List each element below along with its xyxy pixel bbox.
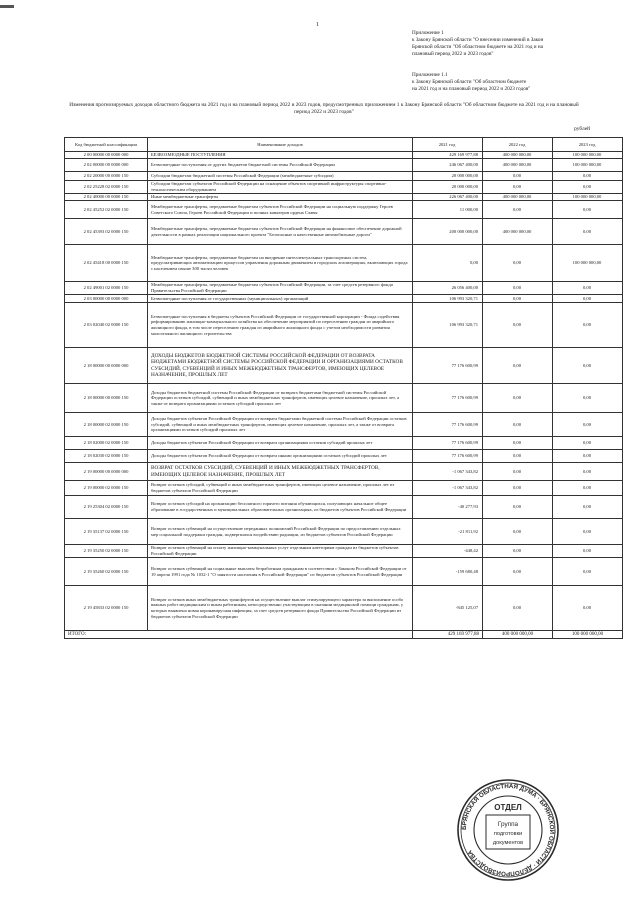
cell-2022: 0,00 (483, 295, 553, 303)
cell-2023: 0,00 (553, 219, 623, 245)
cell-2021: 77 176 600,99 (413, 384, 483, 413)
appendix-2-line: Приложение 1.1 (412, 72, 448, 78)
cell-name: Доходы бюджетов бюджетной системы Российской Федерации от возврата бюджетами бюджетной системы Российской Федерации остатков субсидий, субвенций и иных межбюджетных трансфертов, имеющих целевое назначение, прошлых лет, а также от возврата организациями остатков субсидий прошлых лет (148, 384, 413, 413)
total-2023: 100 000 000,00 (553, 631, 623, 639)
cell-2021: -21 811,92 (413, 519, 483, 545)
table-row (65, 496, 623, 519)
table-row (65, 172, 623, 181)
cell-2022: 400 000 000,00 (483, 219, 553, 245)
cell-2022: 0,00 (483, 348, 553, 384)
cell-name: Доходы бюджетов субъектов Российской Федерации от возврата бюджетами бюджетной системы Российской Федерации остатков субсидий, субвенций и иных межбюджетных трансфертов, имеющих целевое назначение, прошлых лет, а также от возврата организациями остатков субсидий прошлых лет (148, 413, 413, 437)
cell-name: Безвозмездные поступления от государственных (муниципальных) организаций (148, 295, 413, 303)
cell-2022: 0,00 (483, 586, 553, 631)
cell-2023: 100 000 000,00 (553, 245, 623, 282)
cell-2021: 246 067 400,00 (413, 159, 483, 172)
stamp-dept: ОТДЕЛ (494, 803, 522, 812)
stamp-line-1: Группа (497, 821, 519, 828)
cell-2023: 0,00 (553, 303, 623, 348)
cell-2021: 429 169 977,88 (413, 152, 483, 159)
cell-2023: 0,00 (553, 558, 623, 586)
header-code: Код бюджетной классификации (65, 138, 148, 152)
table-row (65, 159, 623, 172)
cell-2022: 0,00 (483, 450, 553, 463)
cell-name: Межбюджетные трансферты, передаваемые бюджетам субъектов Российской Федерации, за счет средств резервного фонда Правительства Российской Федерации (148, 282, 413, 295)
table-row (65, 295, 623, 303)
cell-name: Иные межбюджетные трансферты (148, 194, 413, 201)
cell-2021: 26 056 400,00 (413, 282, 483, 295)
cell-code: 2 18 00000 00 0000 150 (65, 384, 148, 413)
document-title: Изменения прогнозируемых доходов областного бюджета на 2021 год и на плановый период 2022 и 2023 годов, предусмотренных приложением 1 к Закону Брянской области "Об областном бюджете на 2021 год и на плановый период 2022 и 2023 годов" (69, 102, 579, 115)
cell-name: Возврат остатков субвенций на оплату жилищно-коммунальных услуг отдельным категориям граждан из бюджетов субъектов Российской Федерации (148, 545, 413, 558)
cell-name: Субсидии бюджетам бюджетной системы Российской Федерации (межбюджетные субсидии) (148, 172, 413, 181)
cell-2023: 0,00 (553, 181, 623, 194)
cell-2022: 0,00 (483, 437, 553, 450)
cell-code: 2 02 45252 02 0000 150 (65, 201, 148, 219)
cell-2022: 0,00 (483, 496, 553, 519)
table-row (65, 194, 623, 201)
header-name: Наименование доходов (148, 138, 413, 152)
cell-code: 2 02 00000 00 0000 000 (65, 159, 148, 172)
appendix-2-line: на 2021 год и на плановый период 2022 и 2023 годов" (412, 86, 531, 92)
cell-code: 2 03 02040 02 0000 150 (65, 303, 148, 348)
header-2021: 2021 год (413, 138, 483, 152)
cell-2021: 200 000 000,00 (413, 219, 483, 245)
cell-2021: 226 067 400,00 (413, 194, 483, 201)
cell-2021: -845 125,07 (413, 586, 483, 631)
table-row (65, 437, 623, 450)
cell-2023: 0,00 (553, 384, 623, 413)
cell-name: Субсидии бюджетам субъектов Российской Федерации на оснащение объектов спортивной инфраструктуры спортивно-технологическим оборудованием (148, 181, 413, 194)
cell-code: 2 02 45393 02 0000 150 (65, 219, 148, 245)
scan-edge-mark (0, 5, 14, 8)
cell-2022: 400 000 000,00 (483, 159, 553, 172)
table-row (65, 558, 623, 586)
cell-2023: 0,00 (553, 481, 623, 496)
cell-code: 2 19 35137 02 0000 150 (65, 519, 148, 545)
cell-2023: 0,00 (553, 450, 623, 463)
cell-2023: 0,00 (553, 545, 623, 558)
cell-2023: 0,00 (553, 282, 623, 295)
cell-2022: 0,00 (483, 181, 553, 194)
appendix-1-header (412, 30, 592, 58)
cell-code: 2 18 02000 02 0000 150 (65, 437, 148, 450)
cell-name: Возврат остатков субвенций на социальные выплаты безработным гражданам в соответствии с Законом Российской Федерации от 19 апреля 1991 года № 1032-1 "О занятости населения в Российской Федерации" из бюджетов субъектов Российской Федерации (148, 558, 413, 586)
cell-code: 2 19 35260 02 0000 150 (65, 558, 148, 586)
cell-code: 2 18 02030 02 0000 150 (65, 450, 148, 463)
official-stamp (456, 778, 560, 882)
cell-code: 2 02 45418 00 0000 150 (65, 245, 148, 282)
stamp-outer-text: БРЯНСКАЯ ОБЛАСТНАЯ ДУМА · БРЯНСКОЙ ОБЛАСТИ · ДЕЛОПРОИЗВОДСТВА (460, 782, 556, 878)
cell-name: Безвозмездные поступления в бюджеты субъектов Российской Федерации от государственной корпорации - Фонда содействия реформированию жилищно-коммунального хозяйства на обеспечение мероприятий по переселению граждан из аварийного жилищного фонда, в том числе переселению граждан из аварийного жилищного фонда с учетом необходимости развития малоэтажного жилищного строительства (148, 303, 413, 348)
cell-2021: 106 993 320,71 (413, 303, 483, 348)
cell-2022: 0,00 (483, 413, 553, 437)
cell-2023: 100 000 000,00 (553, 159, 623, 172)
appendix-2-line: к Закону Брянской области "Об областном бюджете (412, 79, 527, 85)
cell-code: 2 18 00000 02 0000 150 (65, 413, 148, 437)
cell-name: Безвозмездные поступления от других бюджетов бюджетной системы Российской Федерации (148, 159, 413, 172)
cell-2022: 0,00 (483, 201, 553, 219)
cell-code: 2 00 00000 00 0000 000 (65, 152, 148, 159)
stamp-line-3: документов (492, 840, 524, 846)
cell-2022: 0,00 (483, 463, 553, 481)
table-header-row (65, 138, 623, 152)
cell-2021: 11 000,00 (413, 201, 483, 219)
appendix-1-line: плановый период 2022 и 2023 годов" (412, 51, 494, 57)
cell-2021: -1 067 343,82 (413, 481, 483, 496)
cell-code: 2 18 00000 00 0000 000 (65, 348, 148, 384)
units-label: рублей (574, 126, 590, 132)
header-2023: 2023 год (553, 138, 623, 152)
cell-code: 2 02 20000 00 0000 150 (65, 172, 148, 181)
table-row (65, 545, 623, 558)
cell-name: Доходы бюджетов субъектов Российской Федерации от возврата организациями остатков субсидий прошлых лет (148, 437, 413, 450)
table-row (65, 201, 623, 219)
table-row (65, 463, 623, 481)
table-row (65, 586, 623, 631)
cell-2023: 0,00 (553, 586, 623, 631)
cell-2022: 0,00 (483, 519, 553, 545)
total-2022: 400 000 000,00 (483, 631, 553, 639)
cell-2023: 0,00 (553, 413, 623, 437)
cell-2021: 77 176 600,99 (413, 413, 483, 437)
cell-2022: 0,00 (483, 545, 553, 558)
table-row (65, 519, 623, 545)
cell-2023: 0,00 (553, 348, 623, 384)
cell-2021: 77 176 600,99 (413, 437, 483, 450)
cell-code: 2 02 25228 02 0000 150 (65, 181, 148, 194)
table-row (65, 181, 623, 194)
page-number: 1 (316, 22, 319, 28)
cell-2022: 0,00 (483, 558, 553, 586)
cell-2022: 0,00 (483, 282, 553, 295)
cell-2022: 0,00 (483, 481, 553, 496)
cell-code: 2 19 00000 02 0000 150 (65, 481, 148, 496)
cell-name: Межбюджетные трансферты, передаваемые бюджетам субъектов Российской Федерации на финансовое обеспечение дорожной деятельности в рамках реализации национального проекта "Безопасные и качественные автомобильные дороги" (148, 219, 413, 245)
cell-2021: -448,42 (413, 545, 483, 558)
cell-2022: 400 000 000,00 (483, 152, 553, 159)
cell-name: Межбюджетные трансферты, передаваемые бюджетам на внедрение интеллектуальных транспортных систем, предусматривающих автоматизацию процессов управления дорожным движением в городских агломерациях, включающих города с населением свыше 300 тысяч человек (148, 245, 413, 282)
cell-code: 2 19 25304 02 0000 150 (65, 496, 148, 519)
cell-name: Возврат остатков субсидий на организацию бесплатного горячего питания обучающихся, получающих начальное общее образование в государственных и муниципальных образовательных организациях, из бюджетов субъектов Российской Федерации (148, 496, 413, 519)
appendix-1-line: Приложение 1 (412, 30, 444, 36)
revenue-table (64, 137, 623, 639)
appendix-1-1-header (412, 72, 592, 93)
cell-2023: 100 000 000,00 (553, 152, 623, 159)
cell-2023: 0,00 (553, 437, 623, 450)
table-row (65, 303, 623, 348)
table-row (65, 413, 623, 437)
cell-2023: 100 000 000,00 (553, 194, 623, 201)
cell-2021: -40 277,93 (413, 496, 483, 519)
total-2021: 429 169 977,88 (413, 631, 483, 639)
cell-2023: 0,00 (553, 295, 623, 303)
cell-name: ДОХОДЫ БЮДЖЕТОВ БЮДЖЕТНОЙ СИСТЕМЫ РОССИЙСКОЙ ФЕДЕРАЦИИ ОТ ВОЗВРАТА БЮДЖЕТАМИ БЮДЖЕТНОЙ СИСТЕМЫ РОССИЙСКОЙ ФЕДЕРАЦИИ И ОРГАНИЗАЦИЯМИ ОСТАТКОВ СУБСИДИЙ, СУБВЕНЦИЙ И ИНЫХ МЕЖБЮДЖЕТНЫХ ТРАНСФЕРТОВ, ИМЕЮЩИХ ЦЕЛЕВОЕ НАЗНАЧЕНИЕ, ПРОШЛЫХ ЛЕТ (148, 348, 413, 384)
cell-2022: 0,00 (483, 303, 553, 348)
table-row (65, 245, 623, 282)
header-2022: 2022 год (483, 138, 553, 152)
cell-2021: -159 680,48 (413, 558, 483, 586)
cell-code: 2 19 00000 00 0000 000 (65, 463, 148, 481)
cell-name: Возврат остатков иных межбюджетных трансфертов на осуществление выплат стимулирующего характера за выполнение особо важных работ медицинским и иным работникам, непосредственно участвующим в оказании медицинской помощи гражданам, у которых выявлена новая коронавирусная инфекция, за счет средств резервного фонда Правительства Российской Федерации из бюджетов субъектов Российской Федерации (148, 586, 413, 631)
cell-2021: 20 000 000,00 (413, 181, 483, 194)
cell-code: 2 02 49001 02 0000 150 (65, 282, 148, 295)
table-row (65, 348, 623, 384)
cell-2023: 0,00 (553, 496, 623, 519)
cell-name: Межбюджетные трансферты, передаваемые бюджетам субъектов Российской Федерации на социальную поддержку Героев Советского Союза, Героев Российской Федерации и полных кавалеров ордена Славы (148, 201, 413, 219)
cell-2021: 20 000 000,00 (413, 172, 483, 181)
cell-2022: 0,00 (483, 384, 553, 413)
appendix-1-line: Брянской области "Об областном бюджете на 2021 год и на (412, 44, 543, 50)
cell-code: 2 19 45833 02 0000 150 (65, 586, 148, 631)
cell-2021: 77 176 600,99 (413, 450, 483, 463)
table-row (65, 152, 623, 159)
cell-code: 2 03 00000 00 0000 000 (65, 295, 148, 303)
cell-2022: 0,00 (483, 245, 553, 282)
cell-name: БЕЗВОЗМЕЗДНЫЕ ПОСТУПЛЕНИЯ (148, 152, 413, 159)
cell-2023: 0,00 (553, 519, 623, 545)
table-row (65, 219, 623, 245)
cell-2021: 0,00 (413, 245, 483, 282)
cell-name: ВОЗВРАТ ОСТАТКОВ СУБСИДИЙ, СУБВЕНЦИЙ И ИНЫХ МЕЖБЮДЖЕТНЫХ ТРАНСФЕРТОВ, ИМЕЮЩИХ ЦЕЛЕВОЕ НАЗНАЧЕНИЕ, ПРОШЛЫХ ЛЕТ (148, 463, 413, 481)
table-row (65, 481, 623, 496)
cell-2022: 400 000 000,00 (483, 194, 553, 201)
cell-2022: 0,00 (483, 172, 553, 181)
total-label: ИТОГО: (65, 631, 413, 639)
cell-code: 2 02 40000 00 0000 150 (65, 194, 148, 201)
table-total-row (65, 631, 623, 639)
cell-name: Доходы бюджетов субъектов Российской Федерации от возврата иными организациями остатков субсидий прошлых лет (148, 450, 413, 463)
table-row (65, 282, 623, 295)
appendix-1-line: к Закону Брянской области "О внесении изменений в Закон (412, 37, 544, 43)
cell-code: 2 19 35250 02 0000 150 (65, 545, 148, 558)
cell-name: Возврат остатков субвенций на осуществление переданных полномочий Российской Федерации по предоставлению отдельных мер социальной поддержки граждан, подвергшихся воздействию радиации, из бюджетов субъектов Российской Федерации (148, 519, 413, 545)
cell-2021: 106 993 320,71 (413, 295, 483, 303)
cell-2021: -1 067 343,82 (413, 463, 483, 481)
cell-name: Возврат остатков субсидий, субвенций и иных межбюджетных трансфертов, имеющих целевое назначение, прошлых лет из бюджетов субъектов Российской Федерации (148, 481, 413, 496)
cell-2021: 77 176 600,99 (413, 348, 483, 384)
cell-2023: 0,00 (553, 201, 623, 219)
cell-2023: 0,00 (553, 172, 623, 181)
table-row (65, 384, 623, 413)
table-row (65, 450, 623, 463)
stamp-line-2: подготовки (493, 831, 523, 837)
cell-2023: 0,00 (553, 463, 623, 481)
